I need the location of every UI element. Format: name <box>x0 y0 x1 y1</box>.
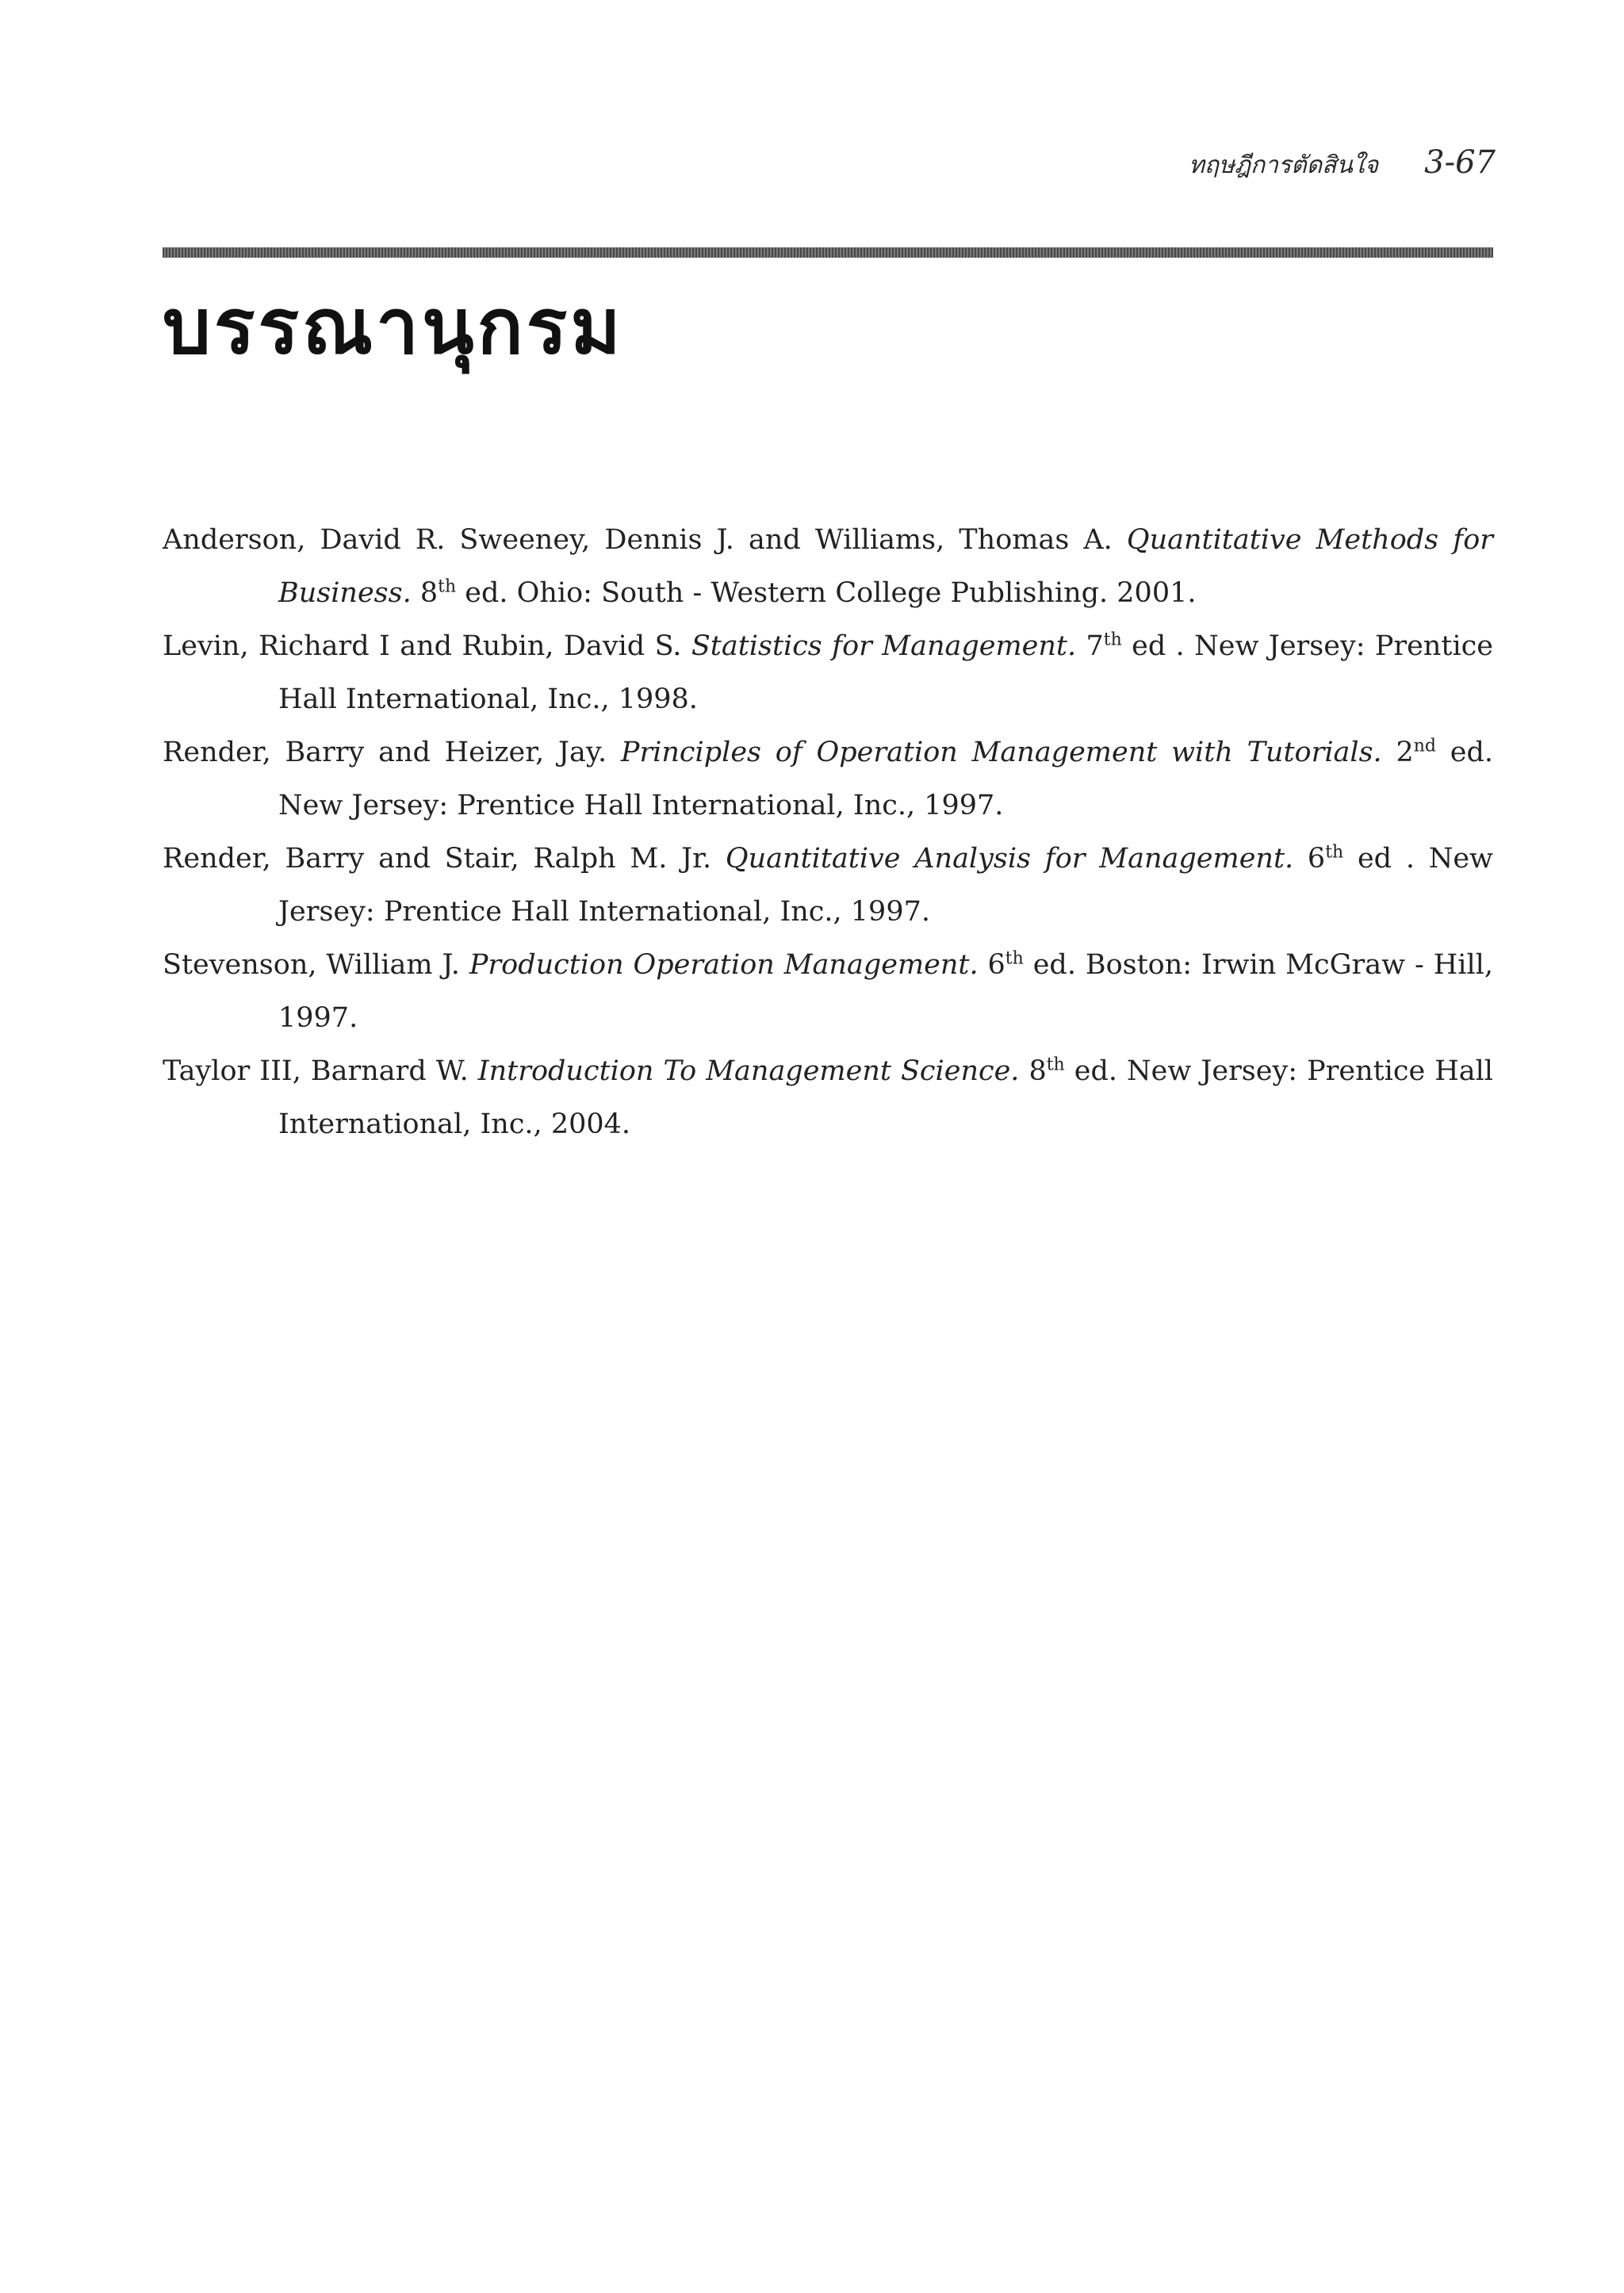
entry-title: Quantitative Methods for Business. <box>278 524 1493 609</box>
entry-title: Principles of Operation Management with Tutorials. <box>620 737 1382 768</box>
entry-edition-suffix: th <box>1046 1055 1065 1075</box>
entry-publication: ed. New Jersey: Prentice Hall International, Inc., 2004. <box>278 1055 1493 1140</box>
entry-edition-suffix: nd <box>1413 736 1436 756</box>
entry-authors: Render, Barry and Stair, Ralph M. Jr. <box>163 843 726 875</box>
entry-edition-number: 7 <box>1076 630 1104 662</box>
entry-publication: ed . New Jersey: Prentice Hall International, Inc., 1997. <box>278 843 1494 928</box>
bibliography-entry <box>163 833 1493 939</box>
entry-edition-number: 8 <box>411 577 439 609</box>
title-rule <box>163 247 1493 258</box>
entry-title: Production Operation Management. <box>469 949 979 981</box>
entry-publication: ed. New Jersey: Prentice Hall International, Inc., 1997. <box>278 737 1493 821</box>
entry-authors: Stevenson, William J. <box>163 949 469 981</box>
entry-publication: ed . New Jersey: Prentice Hall International, Inc., 1998. <box>278 630 1493 715</box>
entry-authors: Levin, Richard I and Rubin, David S. <box>163 630 691 662</box>
entry-edition-suffix: th <box>1103 630 1122 650</box>
entry-publication: ed. Ohio: South - Western College Publishing. 2001. <box>456 577 1197 609</box>
bibliography-list <box>163 514 1493 1151</box>
entry-authors: Anderson, David R. Sweeney, Dennis J. and Williams, Thomas A. <box>163 524 1127 556</box>
bibliography-entry <box>163 1045 1493 1151</box>
entry-title: Statistics for Management. <box>691 630 1077 662</box>
entry-title: Introduction To Management Science. <box>477 1055 1020 1087</box>
entry-edition-number: 2 <box>1381 737 1414 768</box>
bibliography-entry <box>163 726 1493 833</box>
entry-edition-number: 6 <box>978 949 1005 981</box>
bibliography-entry <box>163 514 1493 620</box>
running-header-title: ทฤษฎีการตัดสินใจ <box>1189 151 1379 179</box>
entry-edition-suffix: th <box>1005 948 1024 969</box>
entry-edition-suffix: th <box>1325 842 1344 863</box>
entry-publication: ed. Boston: Irwin McGraw - Hill, 1997. <box>278 949 1493 1034</box>
bibliography-entry <box>163 939 1493 1045</box>
section-title: บรรณานุกรม <box>163 282 624 371</box>
entry-edition-number: 6 <box>1293 843 1326 875</box>
entry-title: Quantitative Analysis for Management. <box>725 843 1294 875</box>
running-header <box>1189 144 1496 184</box>
entry-authors: Taylor III, Barnard W. <box>163 1055 478 1087</box>
page-number: 3-67 <box>1424 144 1496 181</box>
entry-edition-suffix: th <box>438 576 457 597</box>
bibliography-entry <box>163 620 1493 726</box>
entry-authors: Render, Barry and Heizer, Jay. <box>163 737 621 768</box>
entry-edition-number: 8 <box>1019 1055 1047 1087</box>
